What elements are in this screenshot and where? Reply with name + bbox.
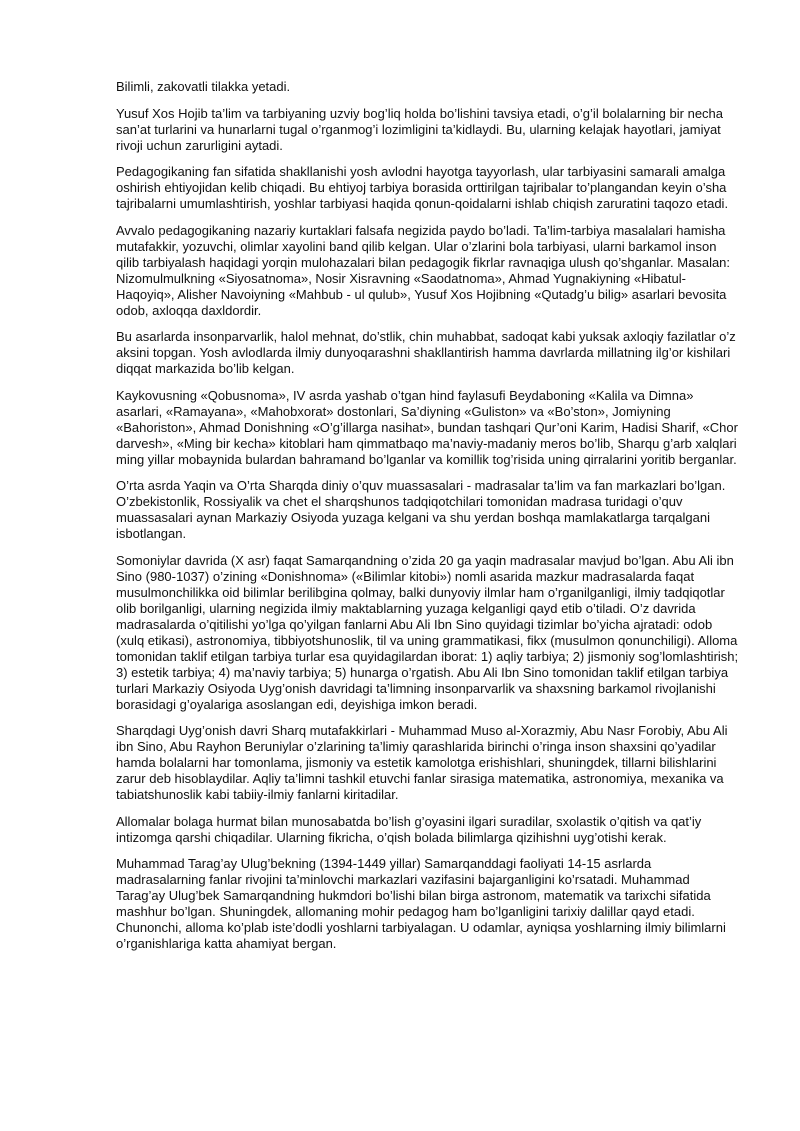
- paragraph-1: Bilimli, zakovatli tilakka yetadi.: [116, 79, 291, 94]
- paragraph-6: Kaykovusning «Qobusnoma», IV asrda yashab o’tgan hind faylasufi Beydaboning «Kalila va Dimna» asarlari, «Ramayana», «Mahobxorat» dostonlari, Sa’diyning «Guliston» va «Bo’ston», Jomiyning «Bahoriston», Ahmad Donishning «O’g’illarga nasihat», bundan tashqari Qur’oni Karim, Hadisi Sharif, «Chor darvesh», «Ming bir kecha» kitoblari ham qimmatbaqo ma’naviy-madaniy meros bo’lib, Sharqu g’arb xalqlari ming yillar mobaynida bulardan bahramand bo’lganlar va komillik tog’risida uning qirralarini yoritib berganlar.: [116, 387, 738, 467]
- paragraph-11: Muhammad Tarag’ay Ulug’bekning (1394-1449 yillar) Samarqanddagi faoliyati 14-15 asrlarda madrasalarning fanlar rivojini ta’minlovchi markazlari vazifasini bajarganligini ko’rsatadi. Muhammad Tarag’ay Ulug’bek Samarqandning hukmdori bo’lishi bilan birga astronom, matematik va tarixchi sifatida mashhur bo’lgan. Shuningdek, allomaning mohir pedagog ham bo’lganligini tarixiy dalillar qayd etadi. Chunonchi, alloma ko’plab iste’dodli yoshlarni tarbiyalagan. U odamlar, ayniqsa yoshlarning ilmiy bilimlarni o’rganishlariga katta ahamiyat bergan.: [116, 856, 726, 951]
- paragraph-5: Bu asarlarda insonparvarlik, halol mehnat, do’stlik, chin muhabbat, sadoqat kabi yuksak axloqiy fazilatlar o’z aksini topgan. Yosh avlodlarda ilmiy dunyoqarashni shakllantirish hamma davrlarda millatning ilg’or kishilari diqqat markazida bo’lib kelgan.: [116, 329, 736, 376]
- document-body: [116, 79, 740, 963]
- paragraph-10: Allomalar bolaga hurmat bilan munosabatda bo’lish g’oyasini ilgari suradilar, sxolastik o’qitish va qat’iy intizomga qarshi chiqadilar. Ularning fikricha, o’qish bolada bilimlarga qizihishni uyg’otishi kerak.: [116, 813, 702, 845]
- paragraph-2: Yusuf Xos Hojib ta’lim va tarbiyaning uzviy bog’liq holda bo’lishini tavsiya etadi, o’g’il bolalarning bir necha san’at turlarini va hunarlarni tugal o’rganmog’i lozimligini ta’kidlaydi. Bu, ularning kelajak hayotlari, jamiyat rivoji uchun zarurligini aytadi.: [116, 105, 724, 153]
- paragraph-3: Pedagogikaning fan sifatida shakllanishi yosh avlodni hayotga tayyorlash, ular tarbiyasini samarali amalga oshirish ehtiyojidan kelib chiqadi. Bu ehtiyoj tarbiya borasida orttirilgan tajribalar to’plangandan keyin o’sha tajribalarni umumlashtirish, yoshlar tarbiyasi haqida qonun-qoidalarni ishlab chiqish zaruratini taqozo etadi.: [116, 164, 729, 211]
- paragraph-7: O’rta asrda Yaqin va O’rta Sharqda diniy o’quv muassasalari - madrasalar ta’lim va fan markazlari bo’lgan. O’zbekistonlik, Rossiyalik va chet el sharqshunos tadqiqotchilari tomonidan madrasa turidagi o’quv muassasalari aynan Markaziy Osiyoda yuzaga kelgani va shu yerdan boshqa mamlakatlarga tarqalgani isbotlangan.: [116, 478, 726, 541]
- paragraph-9: Sharqdagi Uyg’onish davri Sharq mutafakkirlari - Muhammad Muso al-Xorazmiy, Abu Nasr Forobiy, Abu Ali ibn Sino, Abu Rayhon Beruniylar o’zlarining ta’limiy qarashlarida birinchi o’ringa inson shaxsini qo’yadilar hamda bolalarni har tomonlama, jismoniy va estetik kamolotga erishishlari, shuningdek, tillarni bilishlarini zarur deb hisoblaydilar. Aqliy ta’limni tashkil etuvchi fanlar sirasiga matematika, astronomiya, mexanika va tabiatshunoslik kabi tabiiy-ilmiy fanlarni kiritadilar.: [116, 723, 728, 802]
- paragraph-8: Somoniylar davrida (X asr) faqat Samarqandning o’zida 20 ga yaqin madrasalar mavjud bo’lgan. Abu Ali ibn Sino (980-1037) o’zining «Donishnoma» («Bilimlar kitobi») nomli asarida mazkur madrasalarda faqat musulmonchilikka oid bilimlar berilibgina qolmay, balki dunyoviy ilmlar ham o’rganilganligi, ilmiy tadqiqotlar olib borilganligi, ularning negizida ilmiy maktablarning yuzaga kelganligi qayd etib o’tiladi. O’z davrida madrasalarda o’qitilishi yo’lga qo’yilgan fanlarni Abu Ali Ibn Sino quyidagi tizimlar bo’yicha ajratadi: odob (xulq etikasi), astronomiya, tibbiyotshunoslik, til va uning grammatikasi, fikx (musulmon qonunchiligi). Alloma tomonidan taklif etilgan tarbiya turlar esa quyidagilardan iborat: 1) aqliy tarbiya; 2) jismoniy sog’lomlashtirish; 3) estetik tarbiya; 4) ma’naviy tarbiya; 5) hunarga o’rgatish. Abu Ali Ibn Sino tomonidan taklif etilgan tarbiya turlari Markaziy Osiyoda Uyg’onish davridagi ta’limning insonparvarlik va shaxsning barkamol rivojlanishi borasidagi g’oyalariga asoslangan edi, deyishiga imkon beradi.: [116, 552, 739, 712]
- paragraph-4: Avvalo pedagogikaning nazariy kurtaklari falsafa negizida paydo bo’ladi. Ta’lim-tarbiya masalalari hamisha mutafakkir, yozuvchi, olimlar xayolini band qilib kelgan. Ular o’zlarini bola tarbiyasi, ularni barkamol inson qilib tarbiyalash haqidagi yorqin mulohazalari bilan pedagogik fikrlar ravnaqiga ulush qo’shganlar. Masalan: Nizomulmulkning «Siyosatnoma», Nosir Xisravning «Saodatnoma», Ahmad Yugnakiyning «Hibatul-Haqoyiq», Alisher Navoiyning «Mahbub - ul qulub», Yusuf Xos Hojibning «Qutadg’u bilig» asarlari bevosita odob, axloqqa daxldordir.: [116, 222, 731, 318]
